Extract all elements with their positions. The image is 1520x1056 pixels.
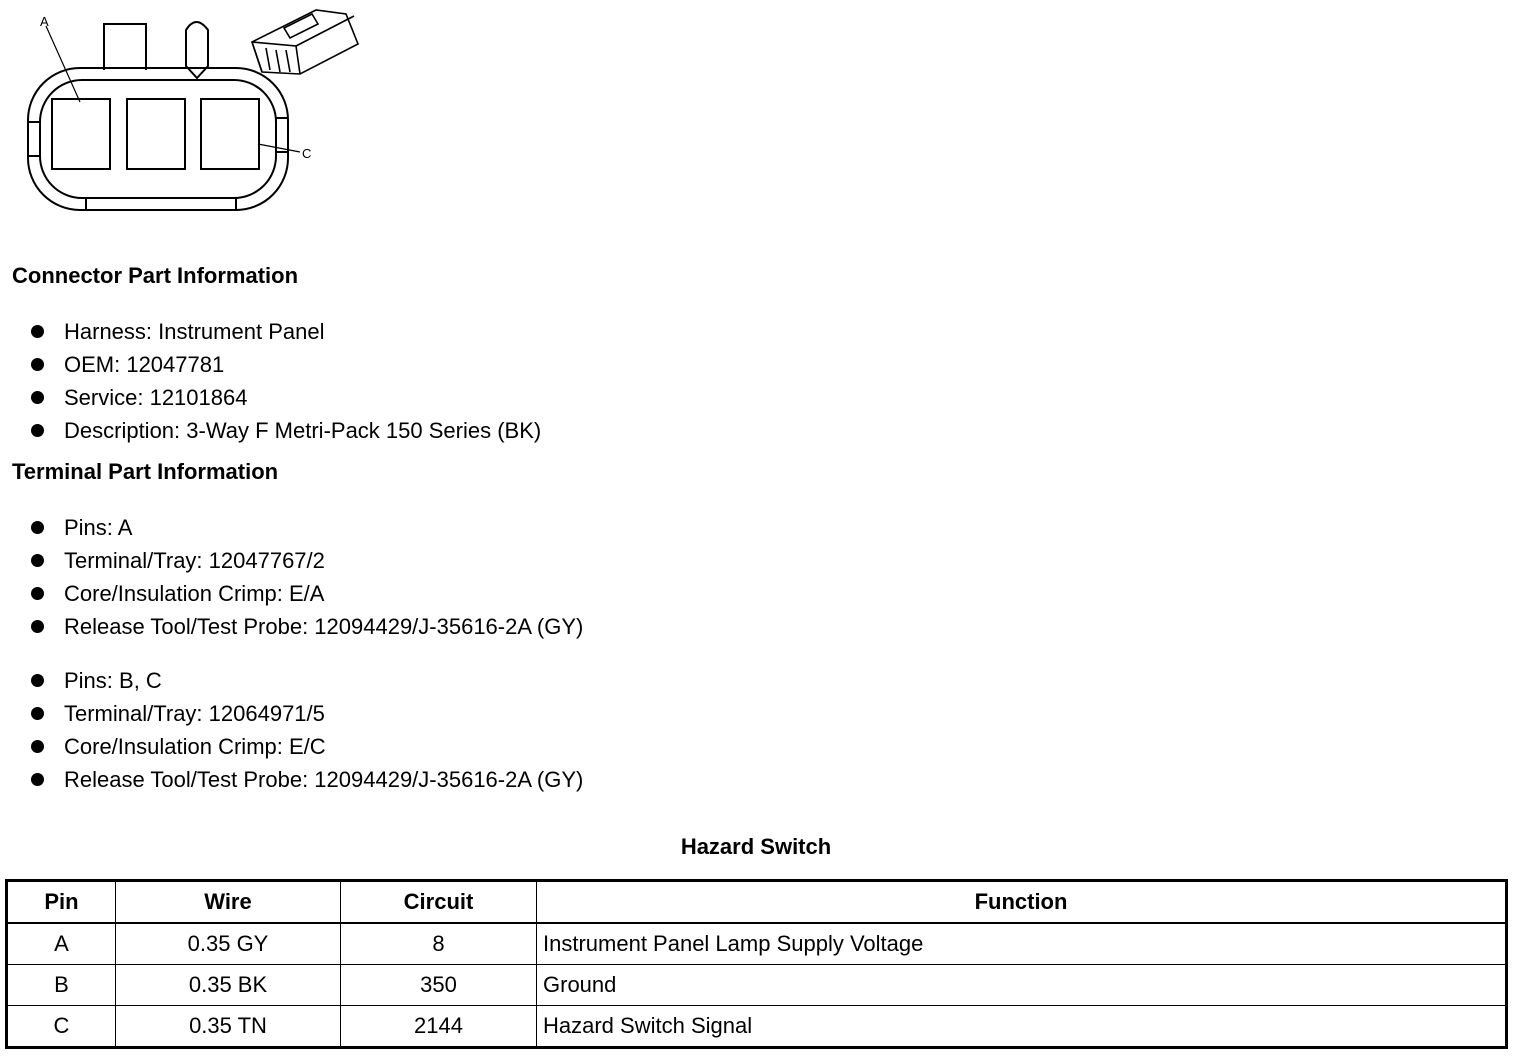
terminal-info-list-pin-a bbox=[28, 511, 583, 643]
list-item-text: Service: 12101864 bbox=[64, 385, 248, 410]
cell-circuit: 2144 bbox=[341, 1006, 537, 1048]
cell-wire: 0.35 TN bbox=[116, 1006, 341, 1048]
header-wire: Wire bbox=[116, 881, 341, 924]
bullet-icon bbox=[31, 358, 44, 371]
pin-table-title: Hazard Switch bbox=[680, 834, 832, 859]
list-item bbox=[28, 577, 583, 610]
list-item bbox=[28, 414, 541, 447]
bullet-icon bbox=[31, 521, 44, 534]
bullet-icon bbox=[31, 391, 44, 404]
cell-circuit: 350 bbox=[341, 965, 537, 1006]
pin-a-label: A bbox=[40, 14, 49, 29]
bullet-icon bbox=[31, 620, 44, 633]
cell-circuit: 8 bbox=[341, 923, 537, 965]
pin-c-leader bbox=[258, 144, 300, 152]
bullet-icon bbox=[31, 707, 44, 720]
pin-c-label: C bbox=[302, 146, 312, 161]
bullet-icon bbox=[31, 773, 44, 786]
connector-diagram bbox=[0, 0, 380, 220]
bullet-icon bbox=[31, 325, 44, 338]
table-row bbox=[7, 965, 1507, 1006]
connector-info-title: Connector Part Information bbox=[12, 263, 299, 288]
table-row bbox=[7, 1006, 1507, 1048]
list-item-text: Terminal/Tray: 12047767/2 bbox=[64, 548, 325, 573]
terminal-info-title: Terminal Part Information bbox=[12, 459, 279, 484]
list-item bbox=[28, 610, 583, 643]
cell-pin: C bbox=[7, 1006, 116, 1048]
cell-wire: 0.35 BK bbox=[116, 965, 341, 1006]
list-item bbox=[28, 664, 583, 697]
cell-function: Hazard Switch Signal bbox=[537, 1006, 1507, 1048]
cell-wire: 0.35 GY bbox=[116, 923, 341, 965]
list-item-text: OEM: 12047781 bbox=[64, 352, 225, 377]
list-item-text: Release Tool/Test Probe: 12094429/J-35616-2A (GY) bbox=[64, 767, 584, 792]
connector-key-tab bbox=[186, 22, 208, 78]
connector-info-list bbox=[28, 315, 541, 447]
cell-pin: B bbox=[7, 965, 116, 1006]
pin-a-leader bbox=[46, 26, 80, 102]
bullet-icon bbox=[31, 674, 44, 687]
list-item-text: Pins: B, C bbox=[64, 668, 162, 693]
list-item bbox=[28, 697, 583, 730]
list-item bbox=[28, 763, 583, 796]
cell-function: Instrument Panel Lamp Supply Voltage bbox=[537, 923, 1507, 965]
connector-isometric-icon bbox=[252, 10, 358, 74]
table-row bbox=[7, 923, 1507, 965]
bullet-icon bbox=[31, 587, 44, 600]
terminal-info-list-pins-bc bbox=[28, 664, 583, 796]
list-item bbox=[28, 544, 583, 577]
list-item-text: Release Tool/Test Probe: 12094429/J-35616-2A (GY) bbox=[64, 614, 584, 639]
pin-table bbox=[5, 879, 1508, 1049]
list-item-text: Harness: Instrument Panel bbox=[64, 319, 325, 344]
list-item bbox=[28, 348, 541, 381]
connector-outer-body bbox=[28, 68, 288, 210]
bullet-icon bbox=[31, 424, 44, 437]
header-function: Function bbox=[537, 881, 1507, 924]
bullet-icon bbox=[31, 740, 44, 753]
header-circuit: Circuit bbox=[341, 881, 537, 924]
bullet-icon bbox=[31, 554, 44, 567]
header-pin: Pin bbox=[7, 881, 116, 924]
list-item bbox=[28, 381, 541, 414]
table-header-row bbox=[7, 881, 1507, 924]
connector-latch-tab bbox=[104, 24, 146, 70]
terminal-cavity-b bbox=[127, 99, 185, 169]
cell-pin: A bbox=[7, 923, 116, 965]
list-item bbox=[28, 315, 541, 348]
list-item-text: Terminal/Tray: 12064971/5 bbox=[64, 701, 325, 726]
list-item-text: Core/Insulation Crimp: E/C bbox=[64, 734, 326, 759]
list-item bbox=[28, 730, 583, 763]
connector-inner-body bbox=[40, 80, 276, 198]
list-item-text: Description: 3-Way F Metri-Pack 150 Series (BK) bbox=[64, 418, 542, 443]
list-item bbox=[28, 511, 583, 544]
cell-function: Ground bbox=[537, 965, 1507, 1006]
list-item-text: Core/Insulation Crimp: E/A bbox=[64, 581, 325, 606]
terminal-cavity-a bbox=[52, 99, 110, 169]
terminal-cavity-c bbox=[201, 99, 259, 169]
list-item-text: Pins: A bbox=[64, 515, 133, 540]
